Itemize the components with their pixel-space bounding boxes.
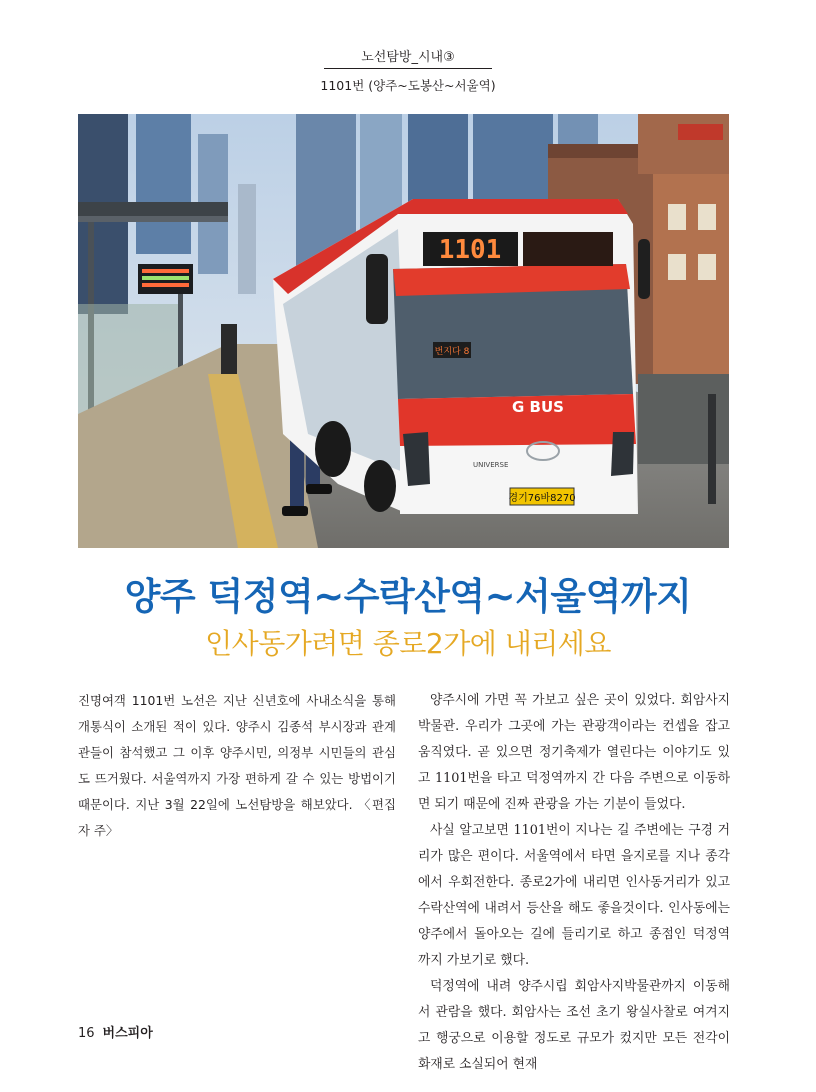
header-divider xyxy=(324,68,492,69)
page-number: 16 xyxy=(78,1026,95,1041)
license-plate: 경기76바8270 xyxy=(508,493,576,504)
bus-photo xyxy=(78,114,729,548)
intro-paragraph: 진명여객 1101번 노선은 지난 신년호에 사내소식을 통해 개통식이 소개된 적이 있다. 양주시 김종석 부시장과 관계관들이 참석했고 그 이후 양주시민, 의정부 시민들의 관심도 뜨거웠다. 서울역까지 가장 편하게 갈 수 있는 방법이기 때문이다. 지난 3월 22일에 노선탐방을 해보았다. 〈편집자 주〉 xyxy=(78,693,396,838)
magazine-name: 버스피아 xyxy=(102,1026,153,1041)
body-paragraph: 사실 알고보면 1101번이 지나는 길 주변에는 구경 거리가 많은 편이다. 서울역에서 타면 을지로를 지나 종각에서 우회전한다. 종로2가에 내리면 인사동거리가 있고 수락산역에 내려서 등산을 해도 좋을것이다. 인사동에는 양주에서 돌아오는 길에 들리기로 하고 종점인 덕정역 까지 가보기로 했다. xyxy=(418,823,730,968)
page-footer xyxy=(78,1022,153,1041)
bus-brand: UNIVERSE xyxy=(473,461,509,469)
side-sign: 번지다 8 xyxy=(434,347,470,357)
body-paragraph: 덕정역에 내려 양주시립 회암사지박물관까지 이동해서 관람을 했다. 회암사는 조선 초기 왕실사찰로 여겨지고 행궁으로 이용할 정도로 규모가 컸지만 모든 전각이 화재로 소실되어 현재 xyxy=(418,979,730,1072)
body-paragraph: 양주시에 가면 꼭 가보고 싶은 곳이 있었다. 회암사지박물관. 우리가 그곳에 가는 관광객이라는 컨셉을 잡고 움직였다. 곧 있으면 정기축제가 열린다는 이야기도 있고 1101번을 타고 덕정역까지 간 다음 주변으로 이동하면 되기 때문에 진짜 관광을 가는 기분이 들었다. xyxy=(418,693,730,812)
destination-display: 1101 xyxy=(438,235,502,265)
article-title: 양주 덕정역~수락산역~서울역까지 xyxy=(124,575,692,618)
route-label: 1101번 (양주~도봉산~서울역) xyxy=(320,78,496,93)
intro-column xyxy=(78,688,396,844)
body-column xyxy=(418,688,730,1078)
bus-logo: G BUS xyxy=(512,398,564,416)
section-label: 노선탐방_시내③ xyxy=(361,50,455,65)
article-subtitle: 인사동가려면 종로2가에 내리세요 xyxy=(205,627,611,660)
